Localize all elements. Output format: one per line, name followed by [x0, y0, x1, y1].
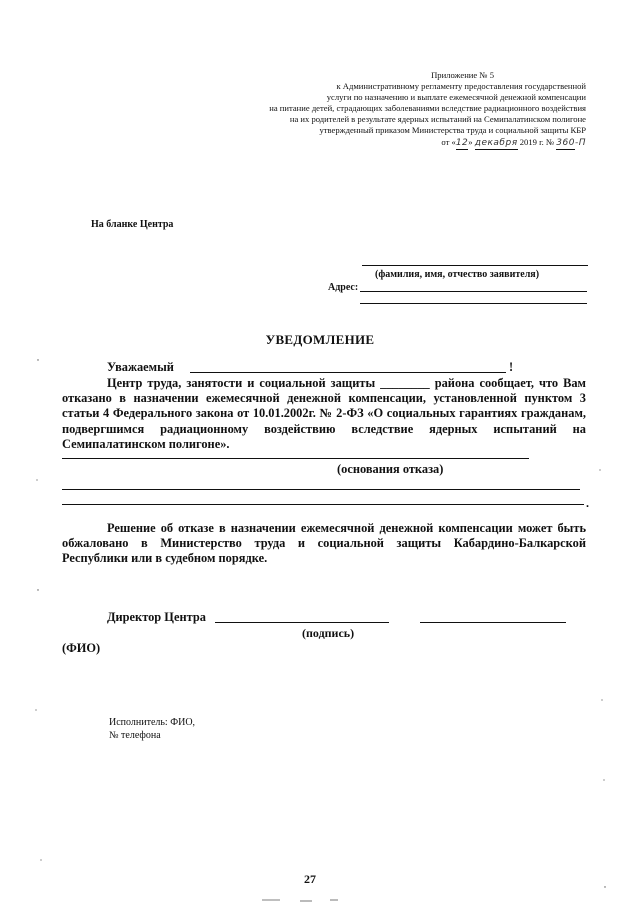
applicant-name-caption: (фамилия, имя, отчество заявителя)	[375, 269, 540, 280]
appendix-line: на их родителей в результате ядерных испытаний на Семипалатинском полигоне	[289, 114, 586, 125]
greeting-row	[62, 360, 586, 376]
address-label: Адрес:	[328, 282, 359, 293]
address-line	[360, 303, 587, 304]
document-title: УВЕДОМЛЕНИЕ	[265, 332, 375, 347]
refusal-reason-end: .	[586, 496, 589, 510]
handwritten-month: декабря	[475, 138, 518, 150]
signature-caption: (подпись)	[302, 626, 355, 640]
director-fio-caption: (ФИО)	[62, 641, 101, 655]
executor-name: Исполнитель: ФИО,	[109, 717, 196, 728]
applicant-name-line	[362, 265, 588, 266]
greeting-label: Уважаемый	[107, 360, 174, 374]
handwritten-suffix: -П	[574, 137, 586, 148]
director-name-line	[420, 622, 566, 623]
executor-phone: № телефона	[109, 730, 161, 741]
appendix-date: от «12» декабря 2019 г. № 360-П	[206, 137, 586, 150]
handwritten-number: 360	[556, 138, 575, 150]
recipient-name-line	[190, 372, 506, 373]
refusal-reason-caption: (основания отказа)	[337, 462, 444, 476]
appendix-line: на питание детей, страдающих заболеваниями вследствие радиационного воздействия	[269, 103, 586, 114]
appendix-number: Приложение № 5	[431, 70, 494, 80]
appendix-line: к Административному регламенту предоставления государственной	[336, 81, 586, 92]
refusal-reason-line	[62, 489, 580, 490]
notice-body	[62, 360, 586, 452]
director-label: Директор Центра	[107, 610, 206, 624]
letterhead-note: На бланке Центра	[91, 219, 174, 230]
appendix-header	[206, 70, 586, 150]
refusal-reason-line	[62, 458, 529, 459]
appendix-line: утвержденный приказом Министерства труда и социальной защиты КБР	[319, 125, 586, 136]
handwritten-day: 12	[456, 138, 468, 150]
signature-line	[215, 622, 389, 623]
appendix-line: услуги по назначению и выплате ежемесячной денежной компенсации	[326, 92, 586, 103]
notice-paragraph: Центр труда, занятости и социальной защиты ________ района сообщает, что Вам отказано в назначении ежемесячной денежной компенсации, установленной пунктом 3 статьи 4 Федерального закона от 10.01.2002г. № 2-ФЗ «О социальных гарантиях гражданам, подвергшимся радиационному воздействию вследствие ядерных испытаний на Семипалатинском полигоне».	[62, 376, 586, 451]
greeting-exclamation: !	[509, 360, 514, 374]
page-number: 27	[304, 872, 316, 886]
executor-info	[109, 716, 195, 742]
address-line	[360, 291, 587, 292]
appeal-paragraph: Решение об отказе в назначении ежемесячной денежной компенсации может быть обжаловано в Министерство труда и социальной защиты Кабардино-Балкарской Республики или в судебном порядке.	[62, 521, 586, 566]
refusal-reason-line	[62, 504, 584, 505]
